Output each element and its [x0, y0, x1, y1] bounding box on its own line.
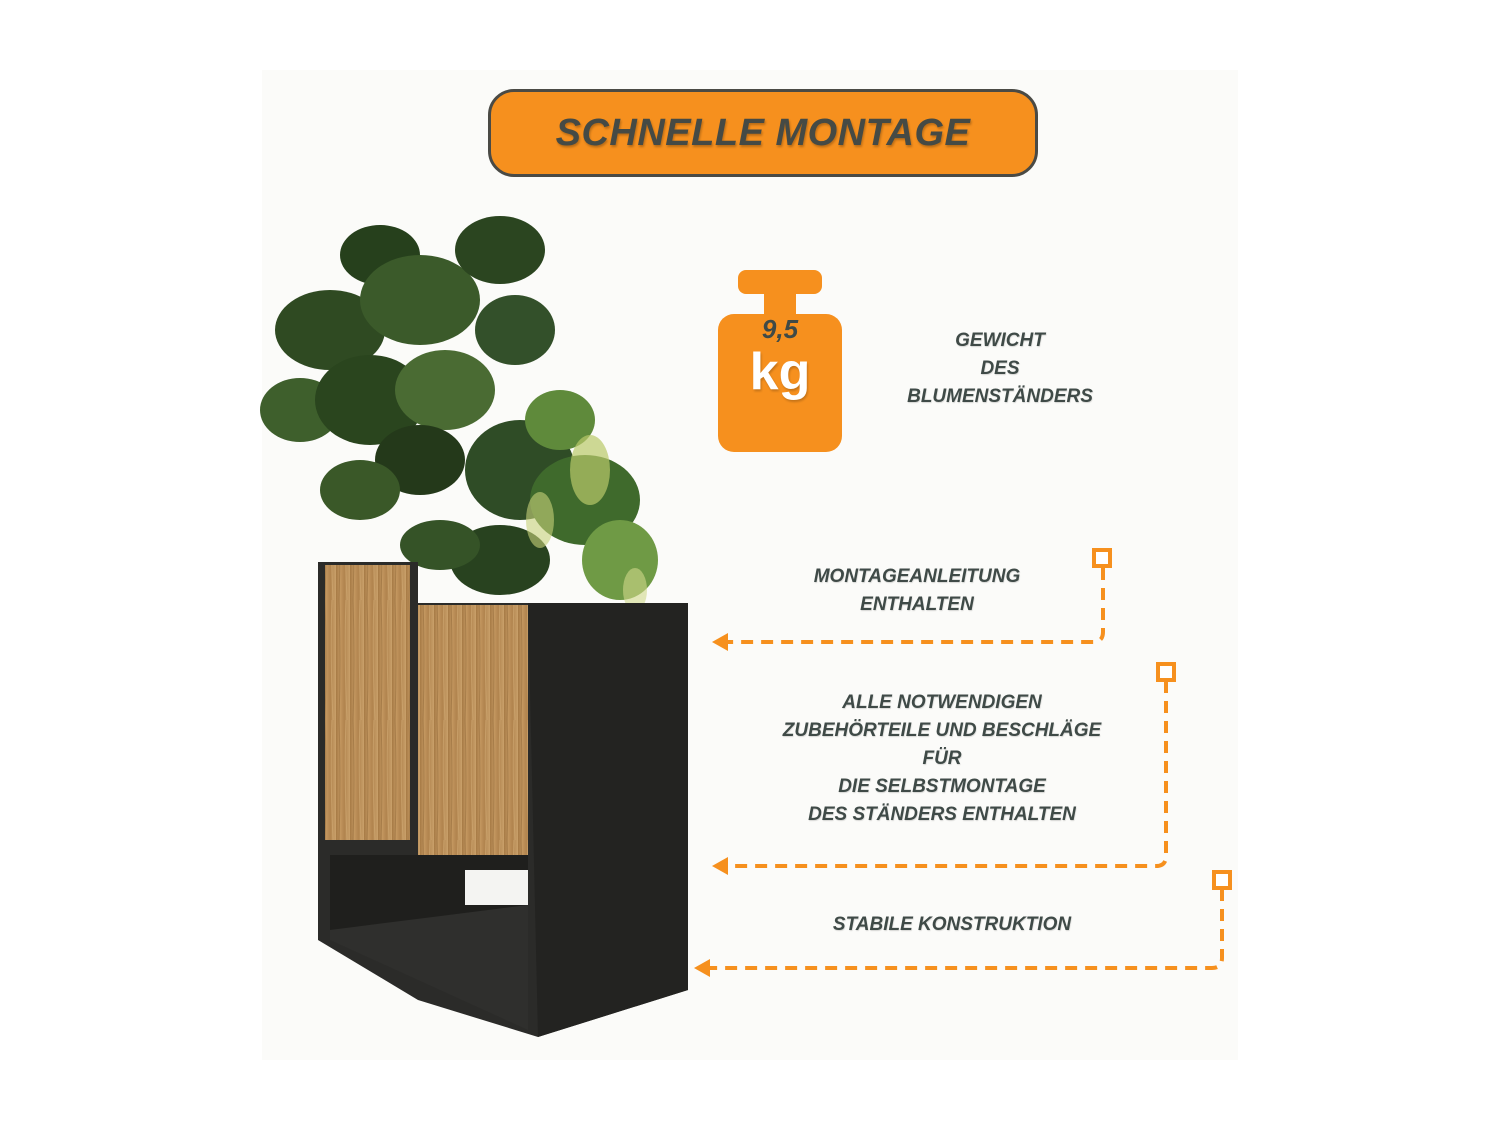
- arrow-heads: [694, 633, 728, 977]
- weight-value: 9,5: [761, 314, 799, 344]
- weight-unit: kg: [749, 343, 811, 401]
- weight-caption: GEWICHT DES BLUMENSTÄNDERS: [907, 330, 1093, 407]
- planter-cabinet: [318, 562, 688, 1037]
- plant-foliage: [260, 216, 658, 612]
- feature-instructions: MONTAGEANLEITUNG ENTHALTEN: [813, 566, 1021, 615]
- weight-icon: [718, 270, 842, 452]
- page-title: SCHNELLE MONTAGE: [555, 111, 971, 154]
- feature-construction: STABILE KONSTRUKTION: [832, 914, 1072, 935]
- title-banner: [488, 89, 1038, 177]
- feature-accessories: ALLE NOTWENDIGEN ZUBEHÖRTEILE UND BESCHLÄGE FÜR DIE SELBSTMONTAGE DES STÄNDERS ENTHALTEN: [782, 692, 1102, 825]
